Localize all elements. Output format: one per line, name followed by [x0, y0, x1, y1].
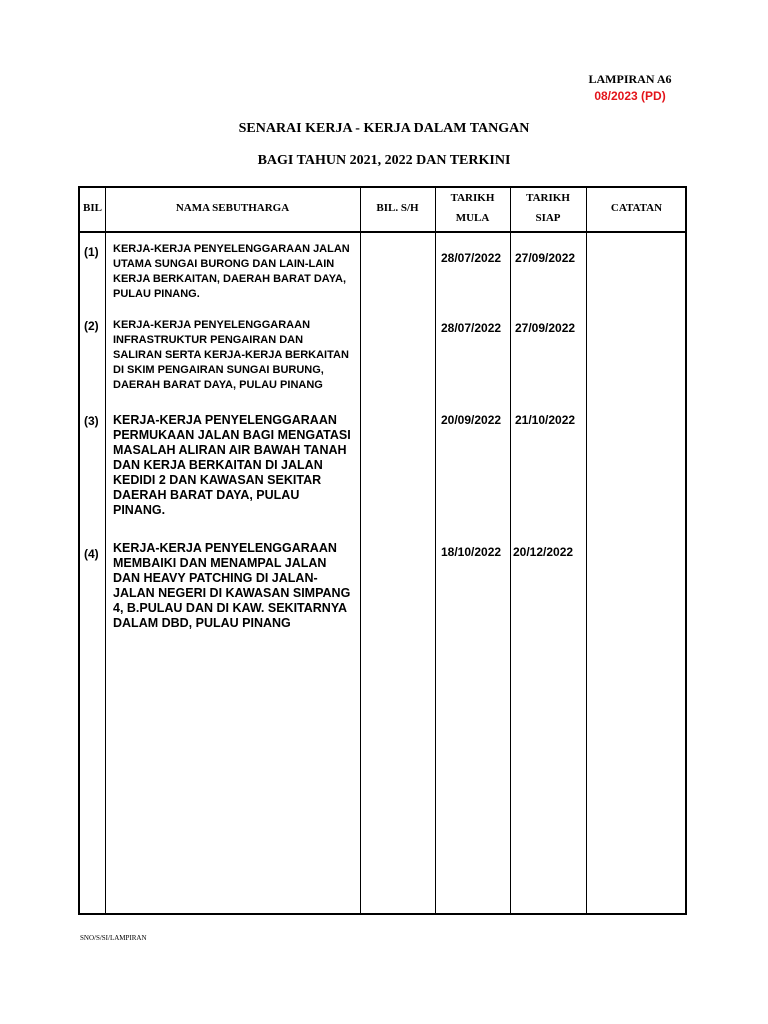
column-divider	[510, 188, 511, 913]
work-list-table	[78, 186, 687, 915]
row-start-date: 20/09/2022	[441, 413, 502, 427]
row-start-date: 28/07/2022	[441, 251, 502, 265]
document-subtitle: BAGI TAHUN 2021, 2022 DAN TERKINI	[257, 153, 511, 168]
column-divider	[360, 188, 361, 913]
column-divider	[435, 188, 436, 913]
lampiran-label: LAMPIRAN A6	[588, 72, 672, 86]
row-number: (3)	[84, 414, 99, 428]
row-description: KERJA-KERJA PENYELENGGARAAN MEMBAIKI DAN MENAMPAL JALAN DAN HEAVY PATCHING DI JALAN-JALAN NEGERI DI KAWASAN SIMPANG 4, B.PULAU DAN DI KAW. SEKITARNYA DALAM DBD, PULAU PINANG	[113, 541, 351, 630]
header-divider	[80, 231, 685, 233]
column-divider	[586, 188, 587, 913]
column-header-catatan: CATATAN	[610, 202, 663, 214]
row-start-date: 18/10/2022	[441, 545, 502, 559]
column-header-bil-sh: BIL. S/H	[376, 202, 419, 214]
row-number: (1)	[84, 245, 99, 259]
row-description: KERJA-KERJA PENYELENGGARAAN PERMUKAAN JALAN BAGI MENGATASI MASALAH ALIRAN AIR BAWAH TANAH DAN KERJA BERKAITAN DI JALAN KEDIDI 2 DAN KAWASAN SEKITAR DAERAH BARAT DAYA, PULAU PINANG.	[113, 413, 351, 517]
row-end-date: 20/12/2022	[513, 545, 574, 559]
column-header-bil: BIL	[83, 202, 102, 214]
column-header-tarikh-mula-1: TARIKH	[450, 192, 495, 204]
column-header-tarikh-siap-2: SIAP	[535, 212, 561, 224]
row-description: KERJA-KERJA PENYELENGGARAAN INFRASTRUKTUR PENGAIRAN DAN SALIRAN SERTA KERJA-KERJA BERKAITAN DI SKIM PENGAIRAN SUNGAI BURUNG, DAERAH BARAT DAYA, PULAU PINANG	[113, 319, 349, 391]
row-number: (2)	[84, 319, 99, 333]
column-header-nama: NAMA SEBUTHARGA	[175, 202, 290, 214]
footer-reference: SNO/S/SI/LAMPIRAN	[80, 934, 147, 942]
row-description: KERJA-KERJA PENYELENGGARAAN JALAN UTAMA SUNGAI BURONG DAN LAIN-LAIN KERJA BERKAITAN, DAERAH BARAT DAYA, PULAU PINANG.	[113, 243, 350, 300]
reference-number: 08/2023 (PD)	[594, 89, 666, 103]
row-end-date: 21/10/2022	[515, 413, 576, 427]
row-start-date: 28/07/2022	[441, 321, 502, 335]
column-divider	[105, 188, 106, 913]
row-number: (4)	[84, 547, 99, 561]
row-end-date: 27/09/2022	[515, 321, 576, 335]
column-header-tarikh-mula-2: MULA	[455, 212, 490, 224]
row-end-date: 27/09/2022	[515, 251, 576, 265]
column-header-tarikh-siap-1: TARIKH	[526, 192, 570, 204]
document-title: SENARAI KERJA - KERJA DALAM TANGAN	[238, 121, 530, 136]
